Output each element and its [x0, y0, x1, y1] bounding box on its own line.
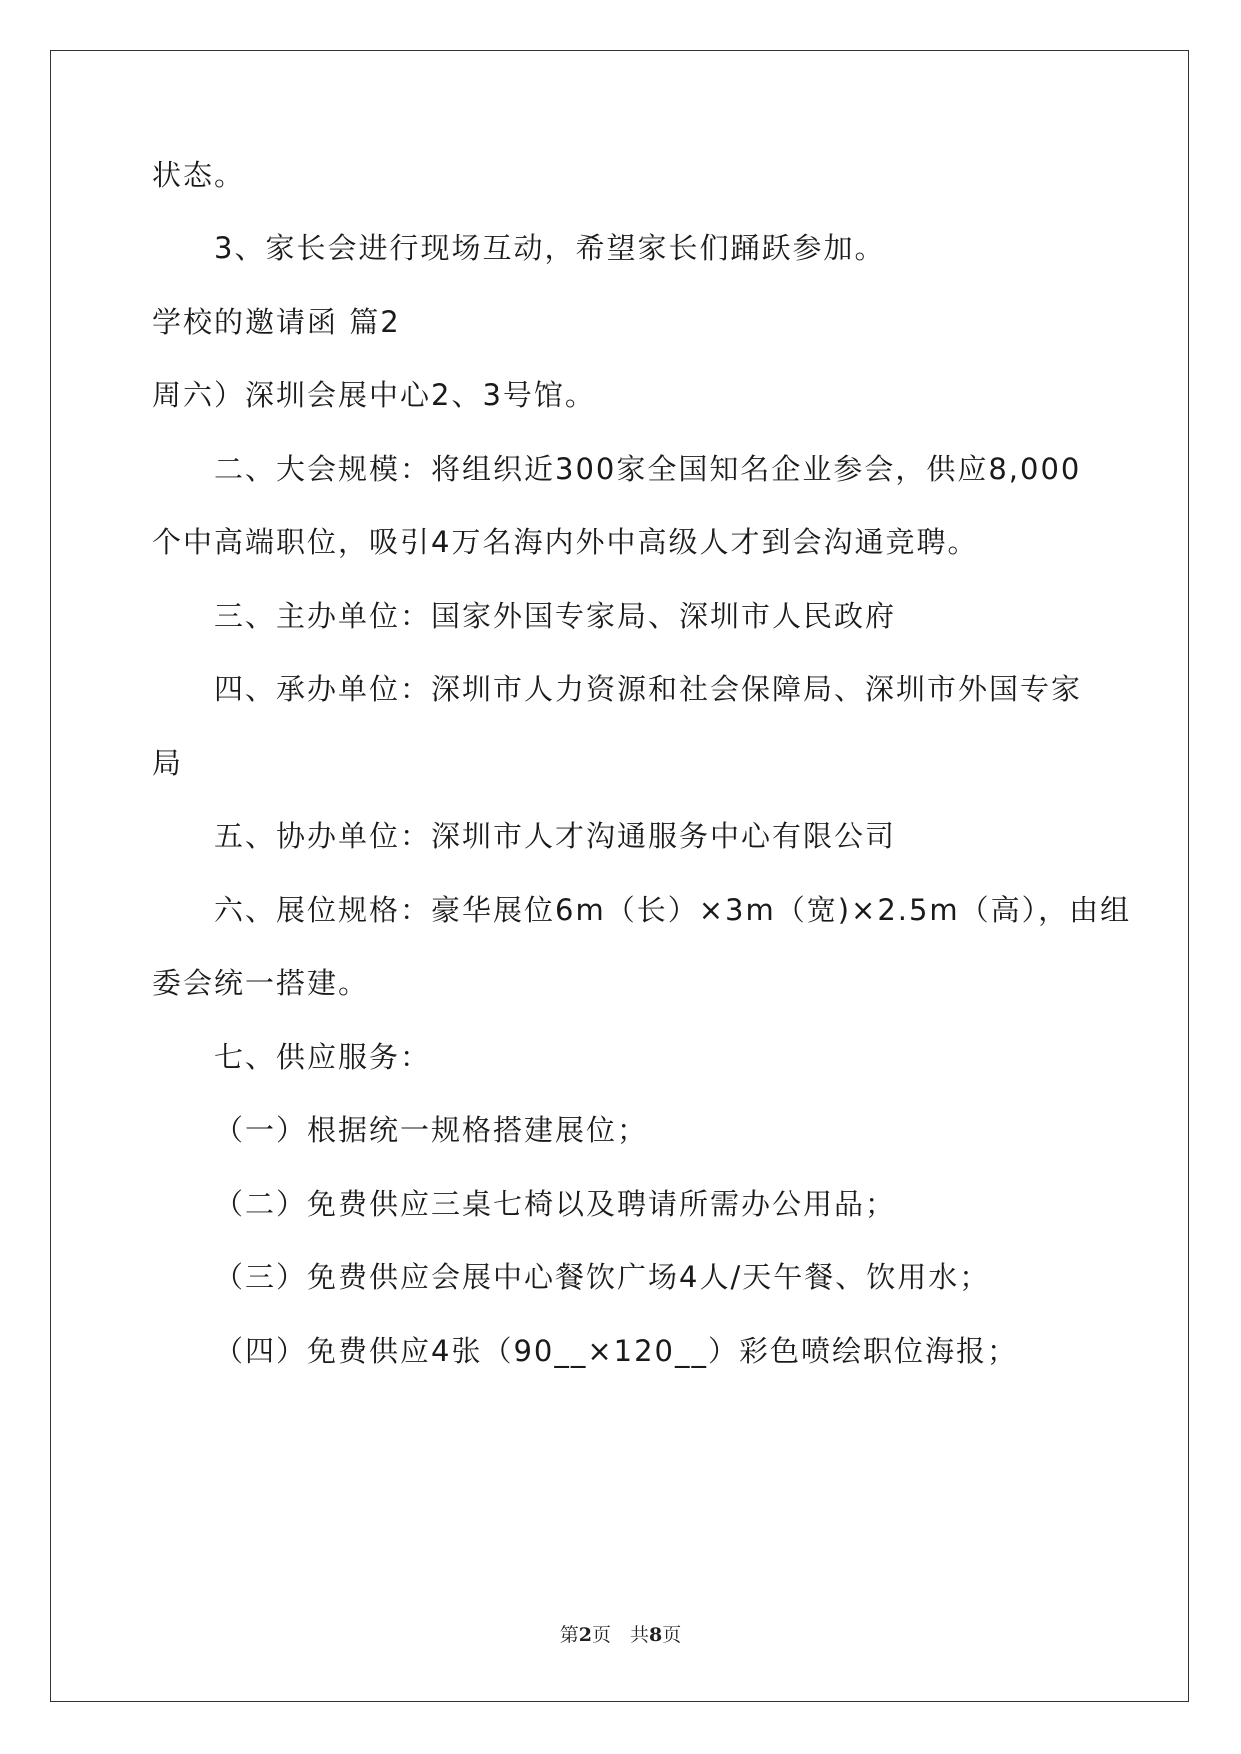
- list-item: （一）根据统一规格搭建展位；: [214, 1113, 649, 1147]
- text-line: 周六）深圳会展中心2、3号馆。: [152, 378, 596, 412]
- page-prefix: 第: [559, 1624, 579, 1646]
- list-item: （四）免费供应4张（90__×120__）彩色喷绘职位海报；: [214, 1334, 1019, 1368]
- text-line: 四、承办单位：深圳市人力资源和社会保障局、深圳市外国专家: [214, 672, 1083, 706]
- section-heading: 学校的邀请函 篇2: [152, 305, 401, 339]
- text-line: 局: [152, 746, 184, 780]
- text-line: 个中高端职位，吸引4万名海内外中高级人才到会沟通竞聘。: [152, 525, 979, 559]
- text-line: 状态。: [152, 158, 246, 192]
- page-footer: [0, 1620, 1241, 1647]
- page-mid: 页 共: [591, 1624, 649, 1646]
- page-border: [50, 50, 1189, 1702]
- text-line: 三、主办单位：国家外国专家局、深圳市人民政府: [214, 599, 897, 633]
- total-page-number: 8: [649, 1624, 663, 1646]
- list-item: （二）免费供应三桌七椅以及聘请所需办公用品；: [214, 1187, 897, 1221]
- text-line: 七、供应服务：: [214, 1040, 432, 1074]
- text-line: 六、展位规格：豪华展位6m（长）×3m（宽)×2.5m（高），由组: [214, 893, 1132, 927]
- current-page-number: 2: [578, 1624, 592, 1646]
- text-line: 二、大会规模：将组织近300家全国知名企业参会，供应8,000: [214, 452, 1082, 486]
- text-line: 委会统一搭建。: [152, 966, 370, 1000]
- page-suffix: 页: [662, 1624, 682, 1646]
- text-line: 五、协办单位：深圳市人才沟通服务中心有限公司: [214, 819, 897, 853]
- text-line: 3、家长会进行现场互动，希望家长们踊跃参加。: [214, 231, 886, 265]
- list-item: （三）免费供应会展中心餐饮广场4人/天午餐、饮用水；: [214, 1260, 991, 1294]
